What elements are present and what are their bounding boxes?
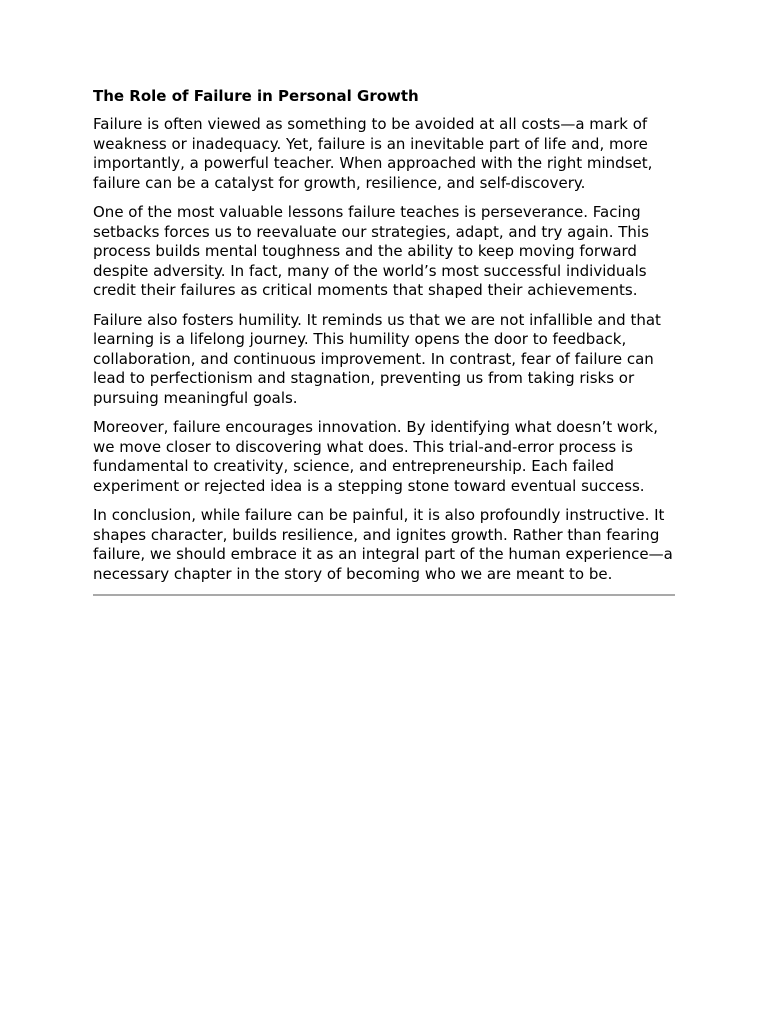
paragraph-humility: Failure also fosters humility. It reminds us that we are not infallible and that learning is a lifelong journey. This humility opens the door to feedback, collaboration, and continuous improvement. In contrast, fear of failure can lead to perfectionism and stagnation, preventing us from taking risks or pursuing meaningful goals.: [93, 310, 661, 407]
document-title: The Role of Failure in Personal Growth: [93, 87, 419, 105]
paragraph-conclusion: In conclusion, while failure can be painful, it is also profoundly instructive. It shapes character, builds resilience, and ignites growth. Rather than fearing failure, we should embrace it as an integral part of the human experience—a necessary chapter in the story of becoming who we are meant to be.: [93, 506, 673, 583]
document-page: [93, 86, 675, 596]
paragraph-innovation: Moreover, failure encourages innovation. By identifying what doesn’t work, we move closer to discovering what does. This trial-and-error process is fundamental to creativity, science, and entrepreneurship. Each failed experiment or rejected idea is a stepping stone toward eventual success.: [93, 418, 658, 495]
paragraph-intro: Failure is often viewed as something to be avoided at all costs—a mark of weakness or inadequacy. Yet, failure is an inevitable part of life and, more importantly, a powerful teacher. When approached with the right mindset, failure can be a catalyst for growth, resilience, and self-discovery.: [93, 115, 653, 192]
paragraph-perseverance: One of the most valuable lessons failure teaches is perseverance. Facing setbacks forces us to reevaluate our strategies, adapt, and try again. This process builds mental toughness and the ability to keep moving forward despite adversity. In fact, many of the world’s most successful individuals credit their failures as critical moments that shaped their achievements.: [93, 203, 649, 299]
horizontal-rule: [93, 594, 675, 596]
